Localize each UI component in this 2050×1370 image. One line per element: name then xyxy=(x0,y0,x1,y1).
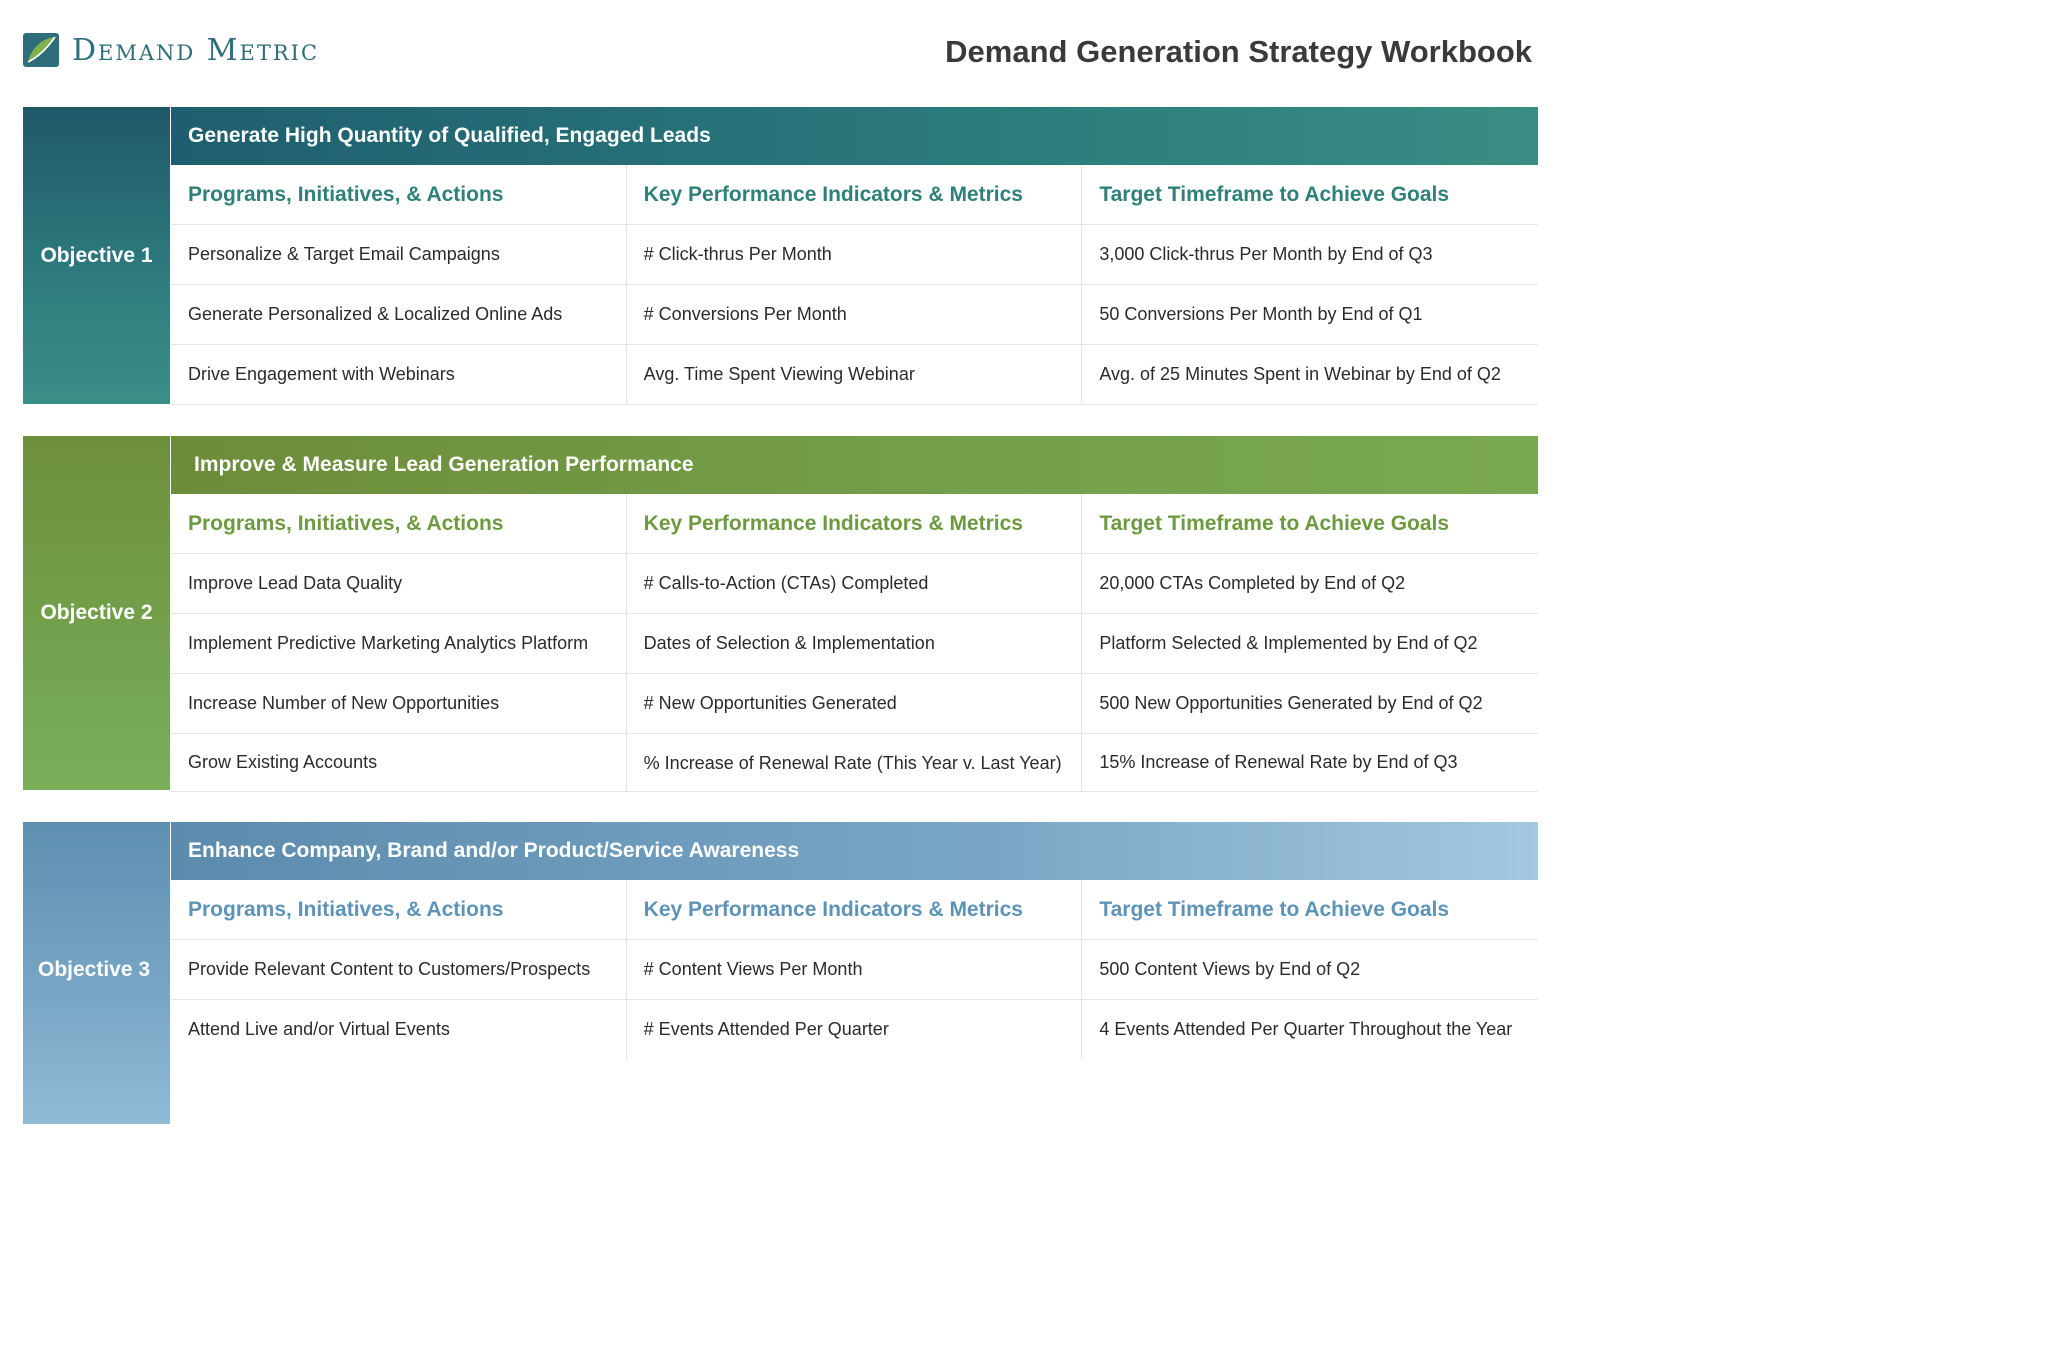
program-cell: Attend Live and/or Virtual Events xyxy=(171,1000,627,1059)
kpi-cell: % Increase of Renewal Rate (This Year v. Last Year) xyxy=(627,734,1083,791)
objective-1-block xyxy=(23,107,1538,404)
demand-metric-logo xyxy=(22,30,442,70)
column-header-programs: Programs, Initiatives, & Actions xyxy=(171,494,627,553)
kpi-cell: # Events Attended Per Quarter xyxy=(627,1000,1083,1059)
timeframe-cell: 20,000 CTAs Completed by End of Q2 xyxy=(1099,573,1406,593)
objective-label: Objective 3 xyxy=(38,958,151,981)
program-cell: Improve Lead Data Quality xyxy=(171,554,627,613)
column-header-kpis: Key Performance Indicators & Metrics xyxy=(627,880,1083,939)
kpi-cell: # New Opportunities Generated xyxy=(627,674,1083,733)
timeframe-cell: Platform Selected & Implemented by End of Q2 xyxy=(1099,633,1478,653)
kpi-cell: # Content Views Per Month xyxy=(627,940,1083,999)
objective-table xyxy=(171,436,1538,790)
objective-table xyxy=(171,107,1538,404)
program-cell: Personalize & Target Email Campaigns xyxy=(171,225,627,284)
program-cell: Increase Number of New Opportunities xyxy=(171,674,627,733)
table-row xyxy=(171,674,1538,734)
objective-label: Objective 1 xyxy=(40,243,153,267)
table-row xyxy=(171,225,1538,285)
objective-3-block xyxy=(23,822,1538,1048)
timeframe-cell: 4 Events Attended Per Quarter Throughout the Year xyxy=(1099,1019,1513,1039)
column-header-kpis: Key Performance Indicators & Metrics xyxy=(627,165,1083,224)
timeframe-cell: 50 Conversions Per Month by End of Q1 xyxy=(1099,304,1423,324)
kpi-cell: # Calls-to-Action (CTAs) Completed xyxy=(627,554,1083,613)
table-row xyxy=(171,554,1538,614)
column-header-programs: Programs, Initiatives, & Actions xyxy=(171,880,627,939)
table-row xyxy=(171,345,1538,405)
program-cell: Generate Personalized & Localized Online Ads xyxy=(171,285,627,344)
objective-title-banner: Enhance Company, Brand and/or Product/Service Awareness xyxy=(171,822,1538,880)
objective-2-block xyxy=(23,436,1538,790)
objective-title-banner: Generate High Quantity of Qualified, Engaged Leads xyxy=(171,107,1538,165)
program-cell: Provide Relevant Content to Customers/Prospects xyxy=(171,940,627,999)
column-header-kpis: Key Performance Indicators & Metrics xyxy=(627,494,1083,553)
objective-label-cell xyxy=(23,436,170,790)
timeframe-cell: 500 New Opportunities Generated by End of Q2 xyxy=(1099,693,1483,713)
timeframe-cell: 15% Increase of Renewal Rate by End of Q3 xyxy=(1099,752,1458,772)
logo-text: Demand Metric xyxy=(72,32,320,68)
objective-label-cell xyxy=(23,107,170,404)
timeframe-cell: 3,000 Click-thrus Per Month by End of Q3 xyxy=(1099,244,1433,264)
program-cell: Implement Predictive Marketing Analytics Platform xyxy=(171,614,627,673)
program-cell: Grow Existing Accounts xyxy=(171,734,627,791)
kpi-cell: # Click-thrus Per Month xyxy=(627,225,1083,284)
table-row xyxy=(171,734,1538,792)
column-header-programs: Programs, Initiatives, & Actions xyxy=(171,165,627,224)
table-row xyxy=(171,614,1538,674)
table-row xyxy=(171,940,1538,1000)
column-header-row xyxy=(171,165,1538,225)
document-title: Demand Generation Strategy Workbook xyxy=(945,34,1532,69)
column-header-row xyxy=(171,880,1538,940)
objective-title-banner: Improve & Measure Lead Generation Performance xyxy=(171,436,1538,494)
kpi-cell: # Conversions Per Month xyxy=(627,285,1083,344)
column-header-timeframe: Target Timeframe to Achieve Goals xyxy=(1099,511,1450,535)
page-header xyxy=(0,0,1558,100)
objective-table xyxy=(171,822,1538,1048)
column-header-row xyxy=(171,494,1538,554)
objective-label: Objective 2 xyxy=(40,601,153,624)
timeframe-cell: 500 Content Views by End of Q2 xyxy=(1099,959,1361,979)
kpi-cell: Dates of Selection & Implementation xyxy=(627,614,1083,673)
logo-leaf-icon xyxy=(22,32,60,68)
table-row xyxy=(171,285,1538,345)
program-cell: Drive Engagement with Webinars xyxy=(171,345,627,404)
column-header-timeframe: Target Timeframe to Achieve Goals xyxy=(1099,182,1450,206)
kpi-cell: Avg. Time Spent Viewing Webinar xyxy=(627,345,1083,404)
objective-label-cell xyxy=(23,822,170,1124)
timeframe-cell: Avg. of 25 Minutes Spent in Webinar by End of Q2 xyxy=(1099,364,1501,384)
column-header-timeframe: Target Timeframe to Achieve Goals xyxy=(1099,897,1450,921)
table-row xyxy=(171,1000,1538,1059)
